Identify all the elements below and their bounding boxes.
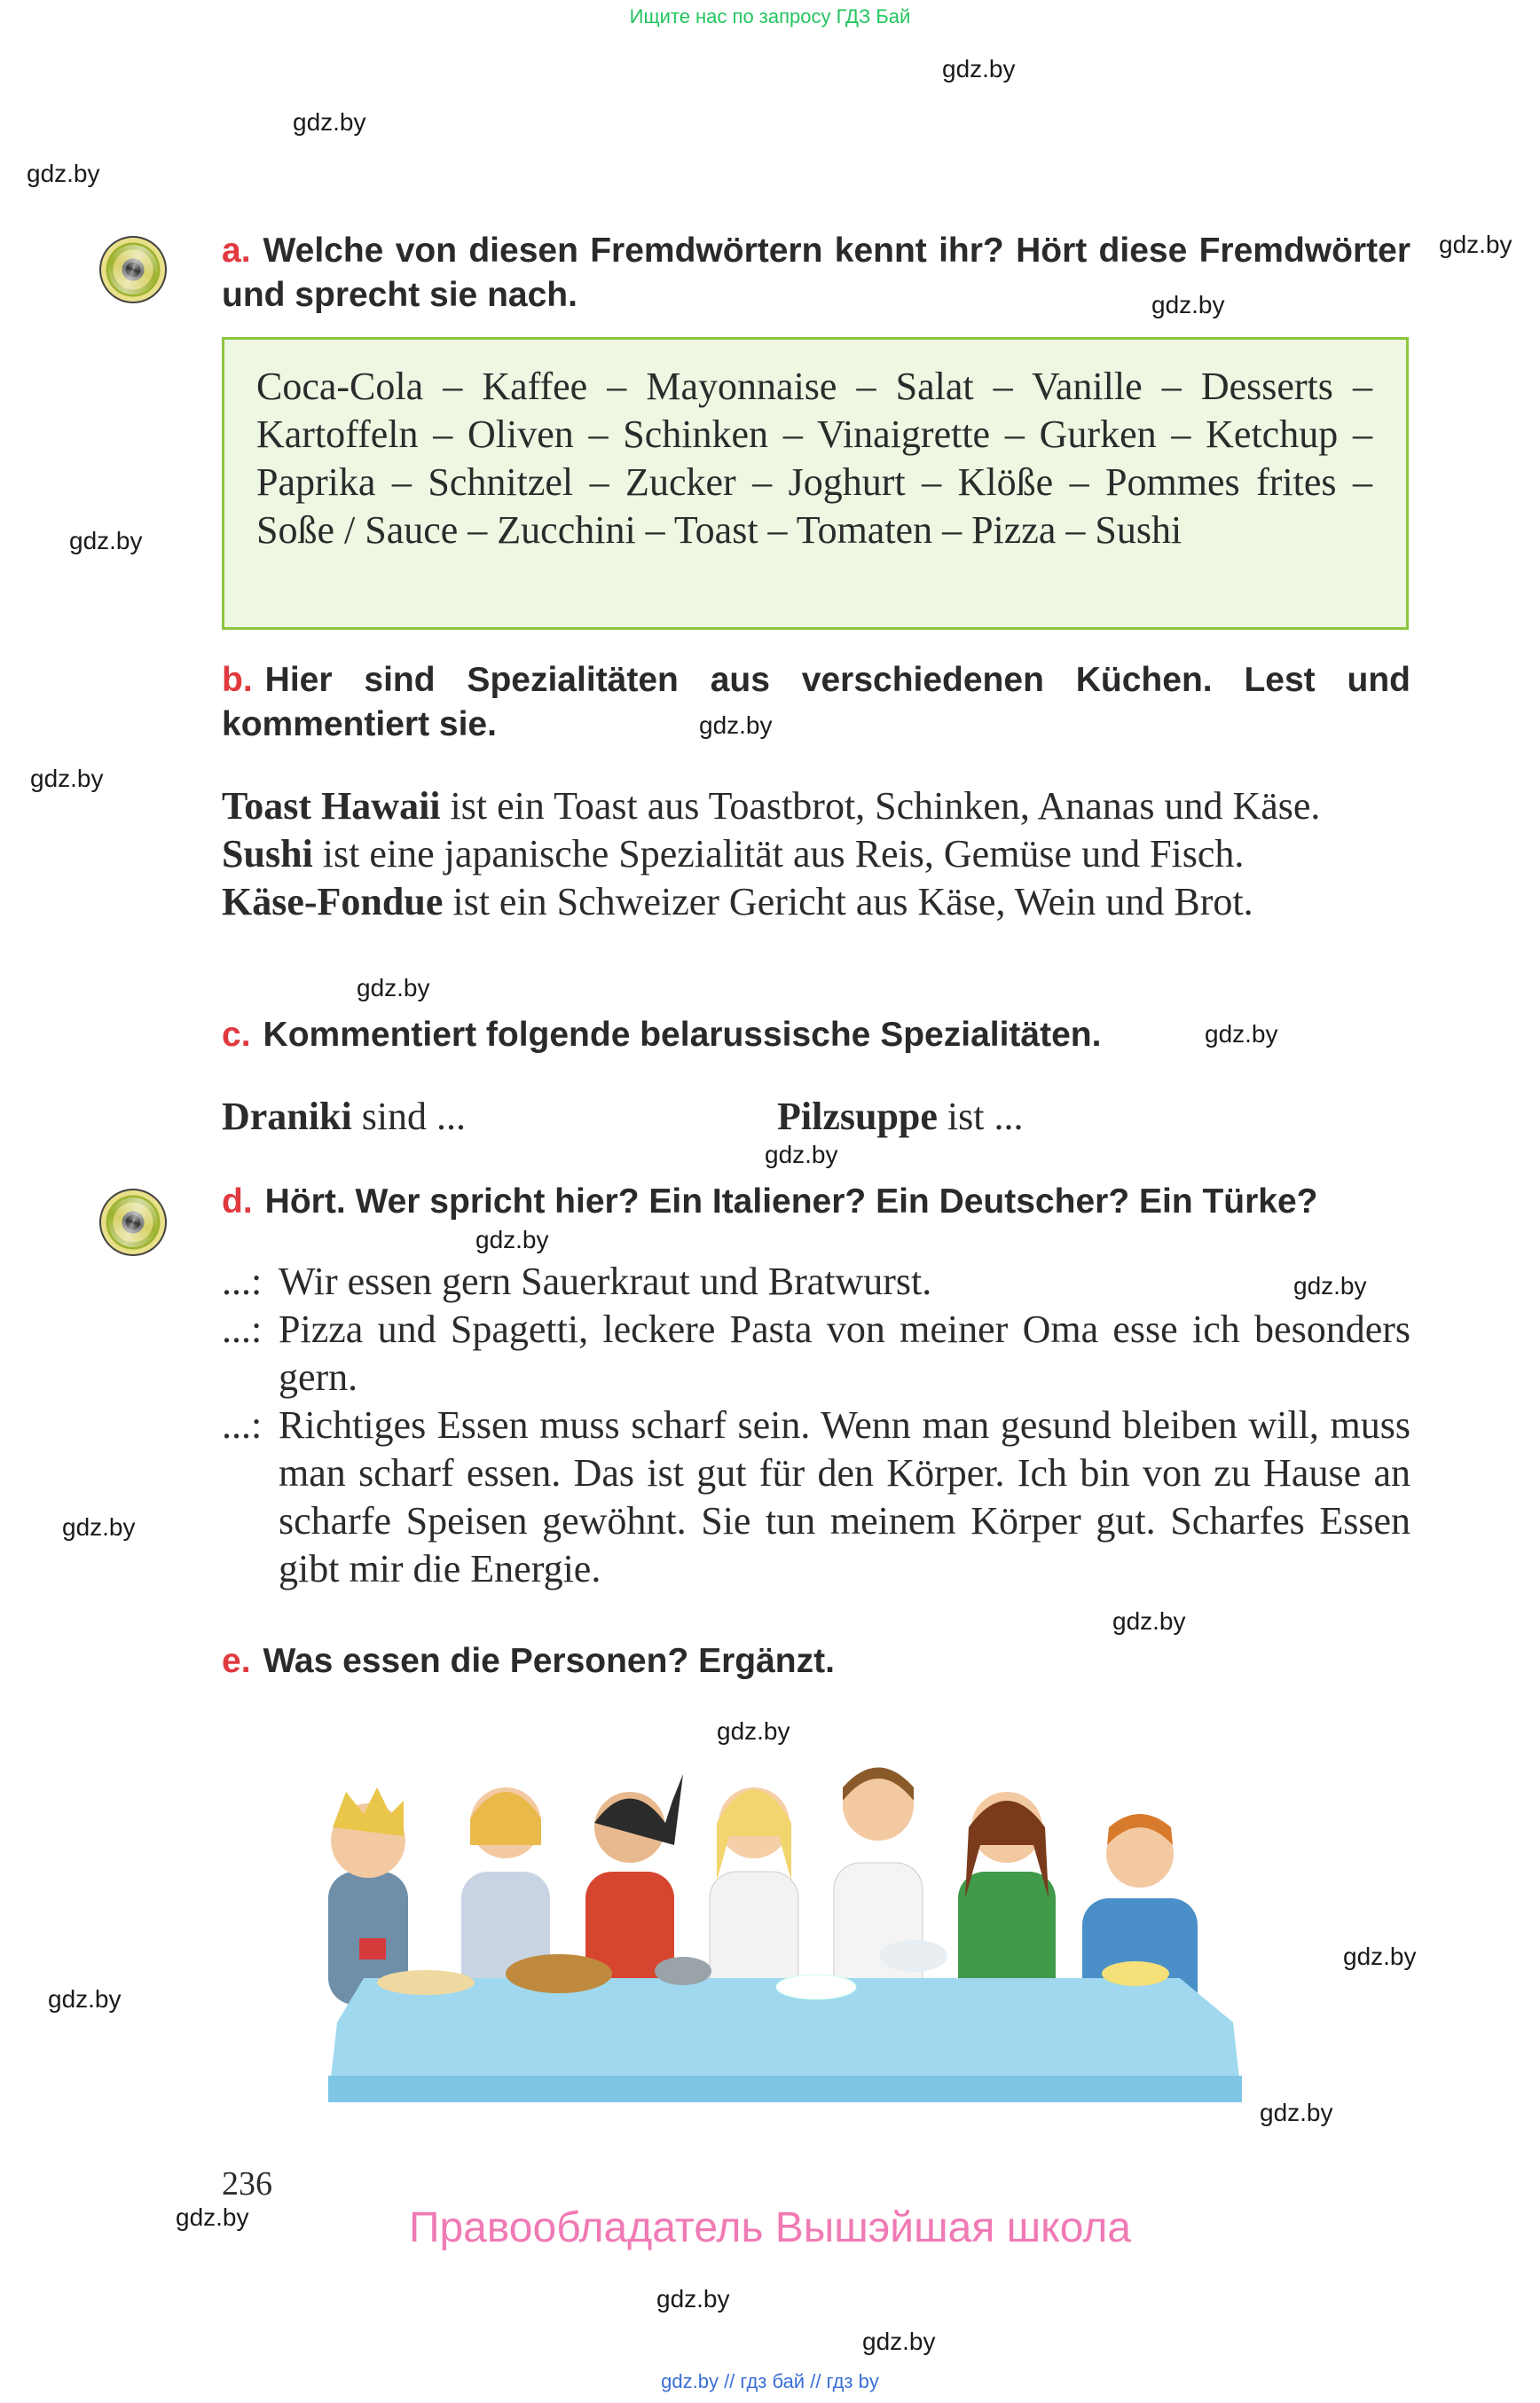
watermark: gdz.by — [699, 711, 773, 739]
watermark: gdz.by — [942, 55, 1016, 82]
watermark: gdz.by — [765, 1141, 838, 1168]
task-letter: a. — [222, 232, 251, 270]
dialog-line: ...: Wir essen gern Sauerkraut und Bratwurst. — [222, 1260, 932, 1303]
task-e-instruction: e. Was essen die Personen? Ergänzt. — [222, 1642, 835, 1680]
watermark: gdz.by — [1151, 291, 1225, 318]
specialities-text — [222, 782, 1410, 926]
task-letter: c. — [222, 1016, 251, 1054]
word-list: Coca-Cola – Kaffee – Mayonnaise – Salat – Vanille – Desserts – Kartoffeln – Oliven – Schinken – Vinaigrette – Gurken – Ketchup – Paprika – Schnitzel – Zucker – Joghurt – Klöße – Pommes frites – Soße / Sauce – Zucchini – Toast – Tomaten – Pizza – Sushi — [256, 365, 1372, 552]
task-letter: d. — [222, 1182, 253, 1221]
watermark: gdz.by — [27, 160, 100, 187]
watermark: gdz.by — [862, 2328, 936, 2355]
dialog-line: ...: Richtiges Essen muss scharf sein. Wenn man gesund bleiben will, muss man scharf essen. Das ist gut für den Körper. Ich bin von zu Hause an scharfe Speisen gewöhnt. Sie tun meinem Körper gut. Scharfes Essen gibt mir die Energie. — [222, 1403, 1410, 1590]
watermark: gdz.by — [1293, 1272, 1367, 1300]
watermark: gdz.by — [475, 1226, 549, 1253]
watermark: gdz.by — [1205, 1020, 1278, 1048]
watermark: gdz.by — [69, 527, 143, 554]
watermark: gdz.by — [1343, 1943, 1417, 1970]
footer-links: gdz.by // гдз бай // гдз by — [661, 2370, 879, 2392]
watermark: gdz.by — [1112, 1607, 1186, 1635]
belarus-specialities-2 — [777, 1093, 1309, 1141]
watermark: gdz.by — [30, 765, 104, 792]
audio-cd-icon — [99, 1189, 167, 1256]
watermark: gdz.by — [1260, 2099, 1333, 2126]
rights-holder: Правообладатель Вышэйшая школа — [408, 2204, 1132, 2251]
task-letter: e. — [222, 1642, 251, 1680]
watermark: gdz.by — [176, 2203, 249, 2231]
watermark: gdz.by — [48, 1985, 122, 2013]
page-number: 236 — [222, 2165, 272, 2203]
search-banner: Ищите нас по запросу ГДЗ Бай — [629, 5, 911, 27]
word-box — [222, 337, 1409, 630]
task-a-instruction: a. Welche von diesen Fremdwörtern kennt ihr? Hört diese Fremdwörter und sprecht sie nach. — [222, 232, 1410, 314]
watermark: gdz.by — [62, 1513, 136, 1541]
dialog-lines — [222, 1258, 1410, 1593]
task-d-instruction: d. Hört. Wer spricht hier? Ein Italiener? Ein Deutscher? Ein Türke? — [222, 1182, 1318, 1221]
watermark: gdz.by — [1439, 231, 1512, 258]
audio-cd-icon — [99, 236, 167, 303]
task-b-instruction: b. Hier sind Spezialitäten aus verschiedenen Küchen. Lest und kommentiert sie. — [222, 661, 1410, 743]
task-letter: b. — [222, 661, 253, 699]
watermark: gdz.by — [357, 974, 430, 1001]
watermark: gdz.by — [656, 2285, 730, 2313]
watermark: gdz.by — [293, 108, 366, 136]
watermark: gdz.by — [717, 1717, 790, 1745]
task-c-instruction: c. Kommentiert folgende belarussische Spezialitäten. — [222, 1016, 1102, 1054]
speciality-item: Pilzsuppe ist ... — [777, 1095, 1024, 1138]
speciality-item: Käse-Fondue ist ein Schweizer Gericht aus Käse, Wein und Brot. — [222, 880, 1253, 923]
dialog-line: ...: Pizza und Spagetti, leckere Pasta von meiner Oma esse ich besonders gern. — [222, 1308, 1410, 1399]
speciality-item: Draniki sind ... — [222, 1095, 467, 1138]
speciality-item: Toast Hawaii ist ein Toast aus Toastbrot, Schinken, Ananas und Käse. — [222, 784, 1321, 828]
dinner-table-illustration — [293, 1739, 1331, 2111]
speciality-item: Sushi ist eine japanische Spezialität aus Reis, Gemüse und Fisch. — [222, 832, 1245, 876]
